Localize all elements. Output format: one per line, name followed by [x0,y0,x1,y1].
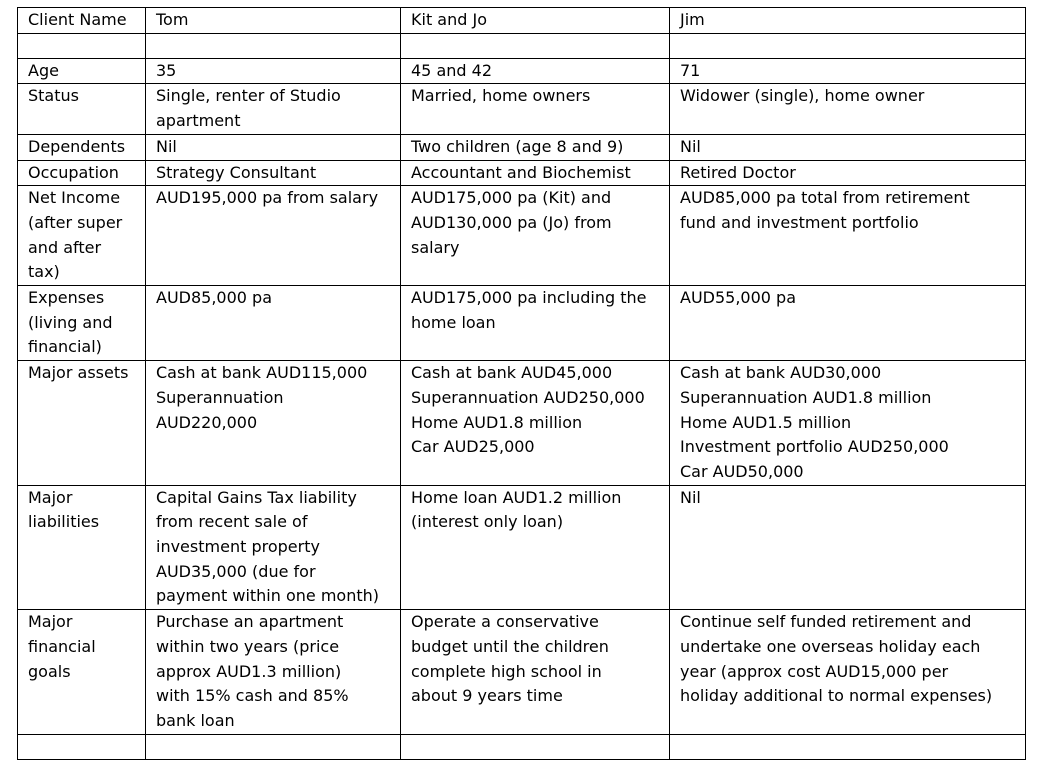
cell-text-line: Capital Gains Tax liability [156,487,357,507]
cell-text-line: Retired Doctor [680,162,796,182]
cell-text-line: AUD130,000 pa (Jo) from [411,212,612,232]
cell-text-line: complete high school in [411,661,602,681]
cell-text-line: Widower (single), home owner [680,86,925,106]
table-row-major-financial-goals [18,610,1026,735]
cell-text-line: Married, home owners [411,86,591,106]
cell-text-line: AUD220,000 [156,412,258,432]
table-cell [670,186,1026,286]
cell-text-line: Single, renter of Studio [156,86,341,106]
cell-text-line: apartment [156,111,241,131]
cell-text-line: Superannuation [156,387,284,407]
cell-text-line: Home loan AUD1.2 million [411,487,622,507]
cell-text-line: Car AUD25,000 [411,437,535,457]
row-label-line: Status [28,86,79,106]
cell-text-line: AUD35,000 (due for [156,561,316,581]
cell-text-line: Operate a conservative [411,612,599,632]
table-row-major-liabilities [18,485,1026,610]
cell-text-line: budget until the children [411,636,609,656]
cell-text-line: AUD85,000 pa [156,288,273,308]
table-cell-blank [146,734,401,759]
table-cell [670,610,1026,735]
table-cell [670,485,1026,610]
table-cell [401,186,670,286]
row-label-cell [18,610,146,735]
row-label-cell [18,485,146,610]
cell-text-line: AUD175,000 pa (Kit) and [411,188,612,208]
client-profile-table [17,7,1026,760]
table-cell [670,361,1026,486]
cell-text-line: from recent sale of [156,512,308,532]
row-label-line: (living and [28,312,113,332]
cell-text-line: home loan [411,312,496,332]
row-label-line: tax) [28,262,60,282]
header-label: Kit and Jo [411,10,487,29]
table-cell [670,286,1026,361]
table-cell [401,160,670,186]
cell-text-line: undertake one overseas holiday each [680,636,981,656]
table-cell [670,84,1026,134]
cell-text-line: AUD195,000 pa from salary [156,188,379,208]
row-label-line: and after [28,237,102,257]
cell-text-line: Continue self funded retirement and [680,612,972,632]
table-cell [401,84,670,134]
cell-text-line: payment within one month) [156,586,380,606]
table-cell [146,186,401,286]
cell-text-line: 71 [680,60,701,80]
table-cell-blank [18,734,146,759]
cell-text-line: Cash at bank AUD115,000 [156,363,368,383]
row-label-cell [18,160,146,186]
cell-text-line: with 15% cash and 85% [156,686,349,706]
row-label-line: Major [28,487,73,507]
cell-text-line: within two years (price [156,636,340,656]
row-label-cell [18,361,146,486]
cell-text-line: holiday additional to normal expenses) [680,686,993,706]
table-cell [670,134,1026,160]
cell-text-line: Home AUD1.8 million [411,412,583,432]
cell-text-line: bank loan [156,710,235,730]
table-row-net-income [18,186,1026,286]
table-cell [146,485,401,610]
table-cell [146,361,401,486]
table-cell-blank [146,33,401,58]
table-cell-blank [401,734,670,759]
table-cell [146,160,401,186]
cell-text-line: Cash at bank AUD30,000 [680,363,882,383]
row-label-line: goals [28,661,71,681]
cell-text-line: Strategy Consultant [156,162,317,182]
header-cell-client-name [18,8,146,34]
row-label-line: financial [28,636,96,656]
table-row-expenses [18,286,1026,361]
row-label-line: Dependents [28,136,126,156]
row-label-line: Occupation [28,162,119,182]
cell-text-line: 35 [156,60,177,80]
table-header-row [18,8,1026,34]
header-cell-jim [670,8,1026,34]
cell-text-line: about 9 years time [411,686,563,706]
table-cell [670,160,1026,186]
row-label-line: (after super [28,212,123,232]
table-row-occupation [18,160,1026,186]
header-cell-tom [146,8,401,34]
cell-text-line: (interest only loan) [411,512,564,532]
row-label-line: Age [28,60,59,80]
table-row-dependents [18,134,1026,160]
table-cell [401,134,670,160]
header-label: Tom [156,10,189,29]
cell-text-line: fund and investment portfolio [680,212,919,232]
row-label-line: Major [28,612,73,632]
row-label-line: financial) [28,337,102,357]
table-cell [146,286,401,361]
table-cell [146,134,401,160]
row-label-line: Expenses [28,288,105,308]
cell-text-line: investment property [156,537,320,557]
cell-text-line: AUD85,000 pa total from retirement [680,188,970,208]
cell-text-line: Superannuation AUD250,000 [411,387,645,407]
table-cell [401,58,670,84]
cell-text-line: Accountant and Biochemist [411,162,631,182]
cell-text-line: Home AUD1.5 million [680,412,852,432]
cell-text-line: Superannuation AUD1.8 million [680,387,932,407]
table-row-major-assets [18,361,1026,486]
row-label-cell [18,84,146,134]
table-cell [401,286,670,361]
cell-text-line: Cash at bank AUD45,000 [411,363,613,383]
cell-text-line: approx AUD1.3 million) [156,661,342,681]
header-label: Jim [680,10,705,29]
cell-text-line: 45 and 42 [411,60,492,80]
cell-text-line: Car AUD50,000 [680,461,804,481]
cell-text-line: year (approx cost AUD15,000 per [680,661,949,681]
cell-text-line: AUD175,000 pa including the [411,288,647,308]
table-cell [401,361,670,486]
table-row-blank [18,734,1026,759]
table-cell-blank [18,33,146,58]
table-cell-blank [670,33,1026,58]
table-cell-blank [670,734,1026,759]
row-label-cell [18,286,146,361]
cell-text-line: Two children (age 8 and 9) [411,136,624,156]
row-label-cell [18,134,146,160]
header-cell-kit-and-jo [401,8,670,34]
table-cell [146,84,401,134]
table-cell [146,610,401,735]
table-cell [401,610,670,735]
row-label-line: Major assets [28,363,129,383]
table-row-blank [18,33,1026,58]
row-label-line: Net Income [28,188,121,208]
table-row-age [18,58,1026,84]
row-label-line: liabilities [28,512,100,532]
cell-text-line: Nil [156,136,177,156]
cell-text-line: Nil [680,487,701,507]
cell-text-line: salary [411,237,460,257]
row-label-cell [18,186,146,286]
cell-text-line: AUD55,000 pa [680,288,797,308]
cell-text-line: Nil [680,136,701,156]
cell-text-line: Investment portfolio AUD250,000 [680,437,949,457]
table-cell [670,58,1026,84]
header-label: Client Name [28,10,127,29]
table-row-status [18,84,1026,134]
table-cell [401,485,670,610]
row-label-cell [18,58,146,84]
table-cell-blank [401,33,670,58]
cell-text-line: Purchase an apartment [156,612,344,632]
table-cell [146,58,401,84]
